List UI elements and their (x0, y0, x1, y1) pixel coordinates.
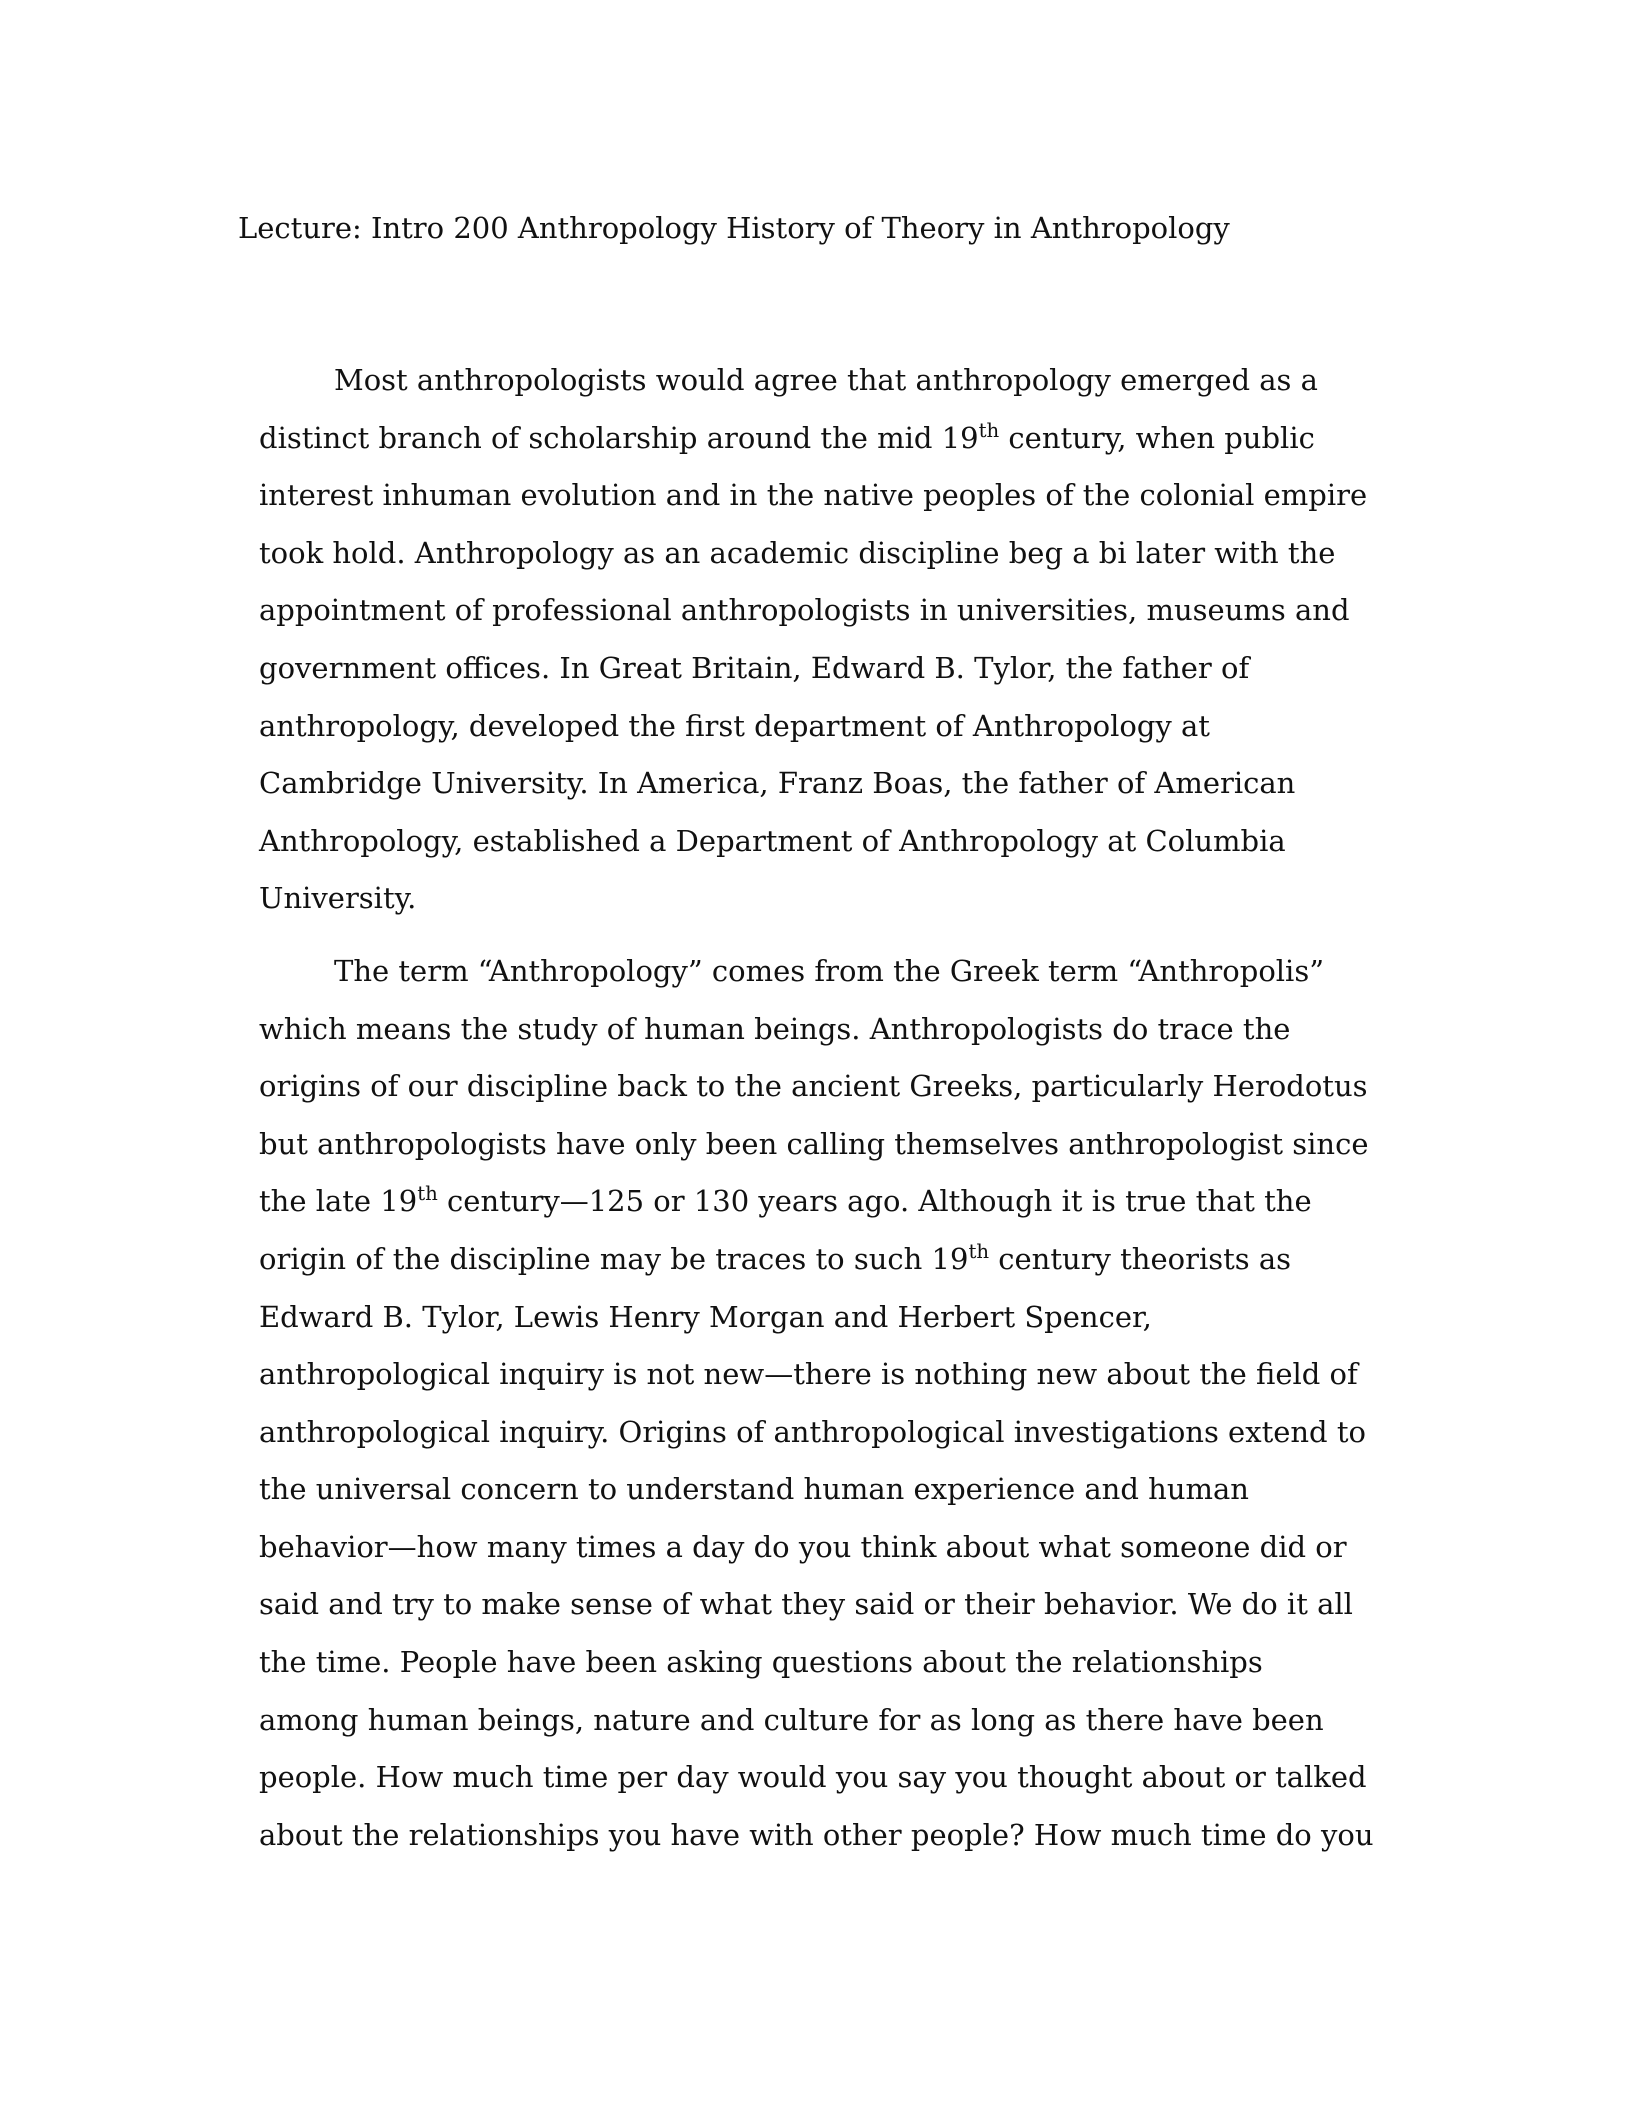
text-line (259, 352, 1369, 410)
text-line (259, 1289, 1369, 1347)
superscript: th (968, 1240, 990, 1264)
text-line (259, 582, 1369, 640)
text-line (259, 1116, 1369, 1174)
text-run: distinct branch of scholarship around the mid 19 (259, 420, 979, 455)
text-line (259, 1576, 1369, 1634)
text-run: anthropological inquiry. Origins of anthropological investigations extend to (259, 1414, 1366, 1449)
text-line (259, 870, 1369, 928)
text-run: people. How much time per day would you say you thought about or talked (259, 1760, 1367, 1795)
paragraph (259, 943, 1374, 1865)
text-run: said and try to make sense of what they said or their behavior. We do it all (259, 1587, 1353, 1622)
text-run: origins of our discipline back to the ancient Greeks, particularly Herodotus (259, 1069, 1368, 1104)
text-run: the time. People have been asking questions about the relationships (259, 1645, 1263, 1680)
text-run: Most anthropologists would agree that anthropology emerged as a (334, 363, 1318, 397)
text-run: which means the study of human beings. Anthropologists do trace the (259, 1011, 1291, 1046)
text-run: government offices. In Great Britain, Edward B. Tylor, the father of (259, 650, 1250, 685)
text-line (259, 813, 1369, 871)
text-line (259, 1404, 1369, 1462)
text-run: interest inhuman evolution and in the native peoples of the colonial empire (259, 478, 1368, 513)
text-run: century theorists as (989, 1241, 1292, 1276)
text-run: appointment of professional anthropologists in universities, museums and (259, 593, 1350, 628)
text-line (259, 943, 1369, 1001)
text-line (259, 467, 1369, 525)
text-line (259, 410, 1369, 468)
text-run: but anthropologists have only been calling themselves anthropologist since (259, 1126, 1369, 1161)
text-line (259, 1807, 1374, 1865)
text-run: about the relationships you have with other people? How much time do you (259, 1817, 1374, 1852)
text-run: The term “Anthropology” comes from the Greek term “Anthropolis” (334, 953, 1325, 988)
text-run: among human beings, nature and culture for as long as there have been (259, 1702, 1324, 1737)
text-line (259, 1634, 1369, 1692)
text-line (259, 1346, 1369, 1404)
superscript: th (417, 1182, 438, 1206)
paragraph (259, 352, 1369, 928)
text-run: Edward B. Tylor, Lewis Henry Morgan and Herbert Spencer, (259, 1299, 1152, 1334)
text-line (259, 1519, 1369, 1577)
text-line (259, 1749, 1369, 1807)
document-title: Lecture: Intro 200 Anthropology History of Theory in Anthropology (238, 211, 1230, 245)
text-run: century, when public (999, 420, 1315, 455)
text-run: the late 19 (259, 1184, 418, 1219)
text-run: took hold. Anthropology as an academic discipline beg a bi later with the (259, 535, 1336, 570)
text-run: University. (259, 881, 417, 916)
text-run: Anthropology, established a Department of Anthropology at Columbia (259, 823, 1286, 858)
text-line (259, 525, 1369, 583)
text-line (259, 1231, 1369, 1289)
text-run: origin of the discipline may be traces to such 19 (259, 1241, 969, 1276)
text-line (259, 698, 1369, 756)
text-run: the universal concern to understand human experience and human (259, 1472, 1249, 1507)
text-line (259, 1692, 1369, 1750)
text-run: century—125 or 130 years ago. Although it is true that the (437, 1184, 1312, 1219)
document-body (259, 352, 1374, 1879)
text-line (259, 1173, 1369, 1231)
text-run: behavior—how many times a day do you think about what someone did or (259, 1529, 1347, 1564)
text-line (259, 640, 1369, 698)
text-line (259, 755, 1369, 813)
text-line (259, 1461, 1369, 1519)
text-line (259, 1001, 1369, 1059)
text-run: anthropological inquiry is not new—there is nothing new about the field of (259, 1357, 1358, 1392)
text-run: anthropology, developed the first department of Anthropology at (259, 708, 1210, 743)
text-run: Cambridge University. In America, Franz Boas, the father of American (259, 766, 1296, 801)
text-line (259, 1058, 1369, 1116)
superscript: th (978, 418, 1000, 442)
